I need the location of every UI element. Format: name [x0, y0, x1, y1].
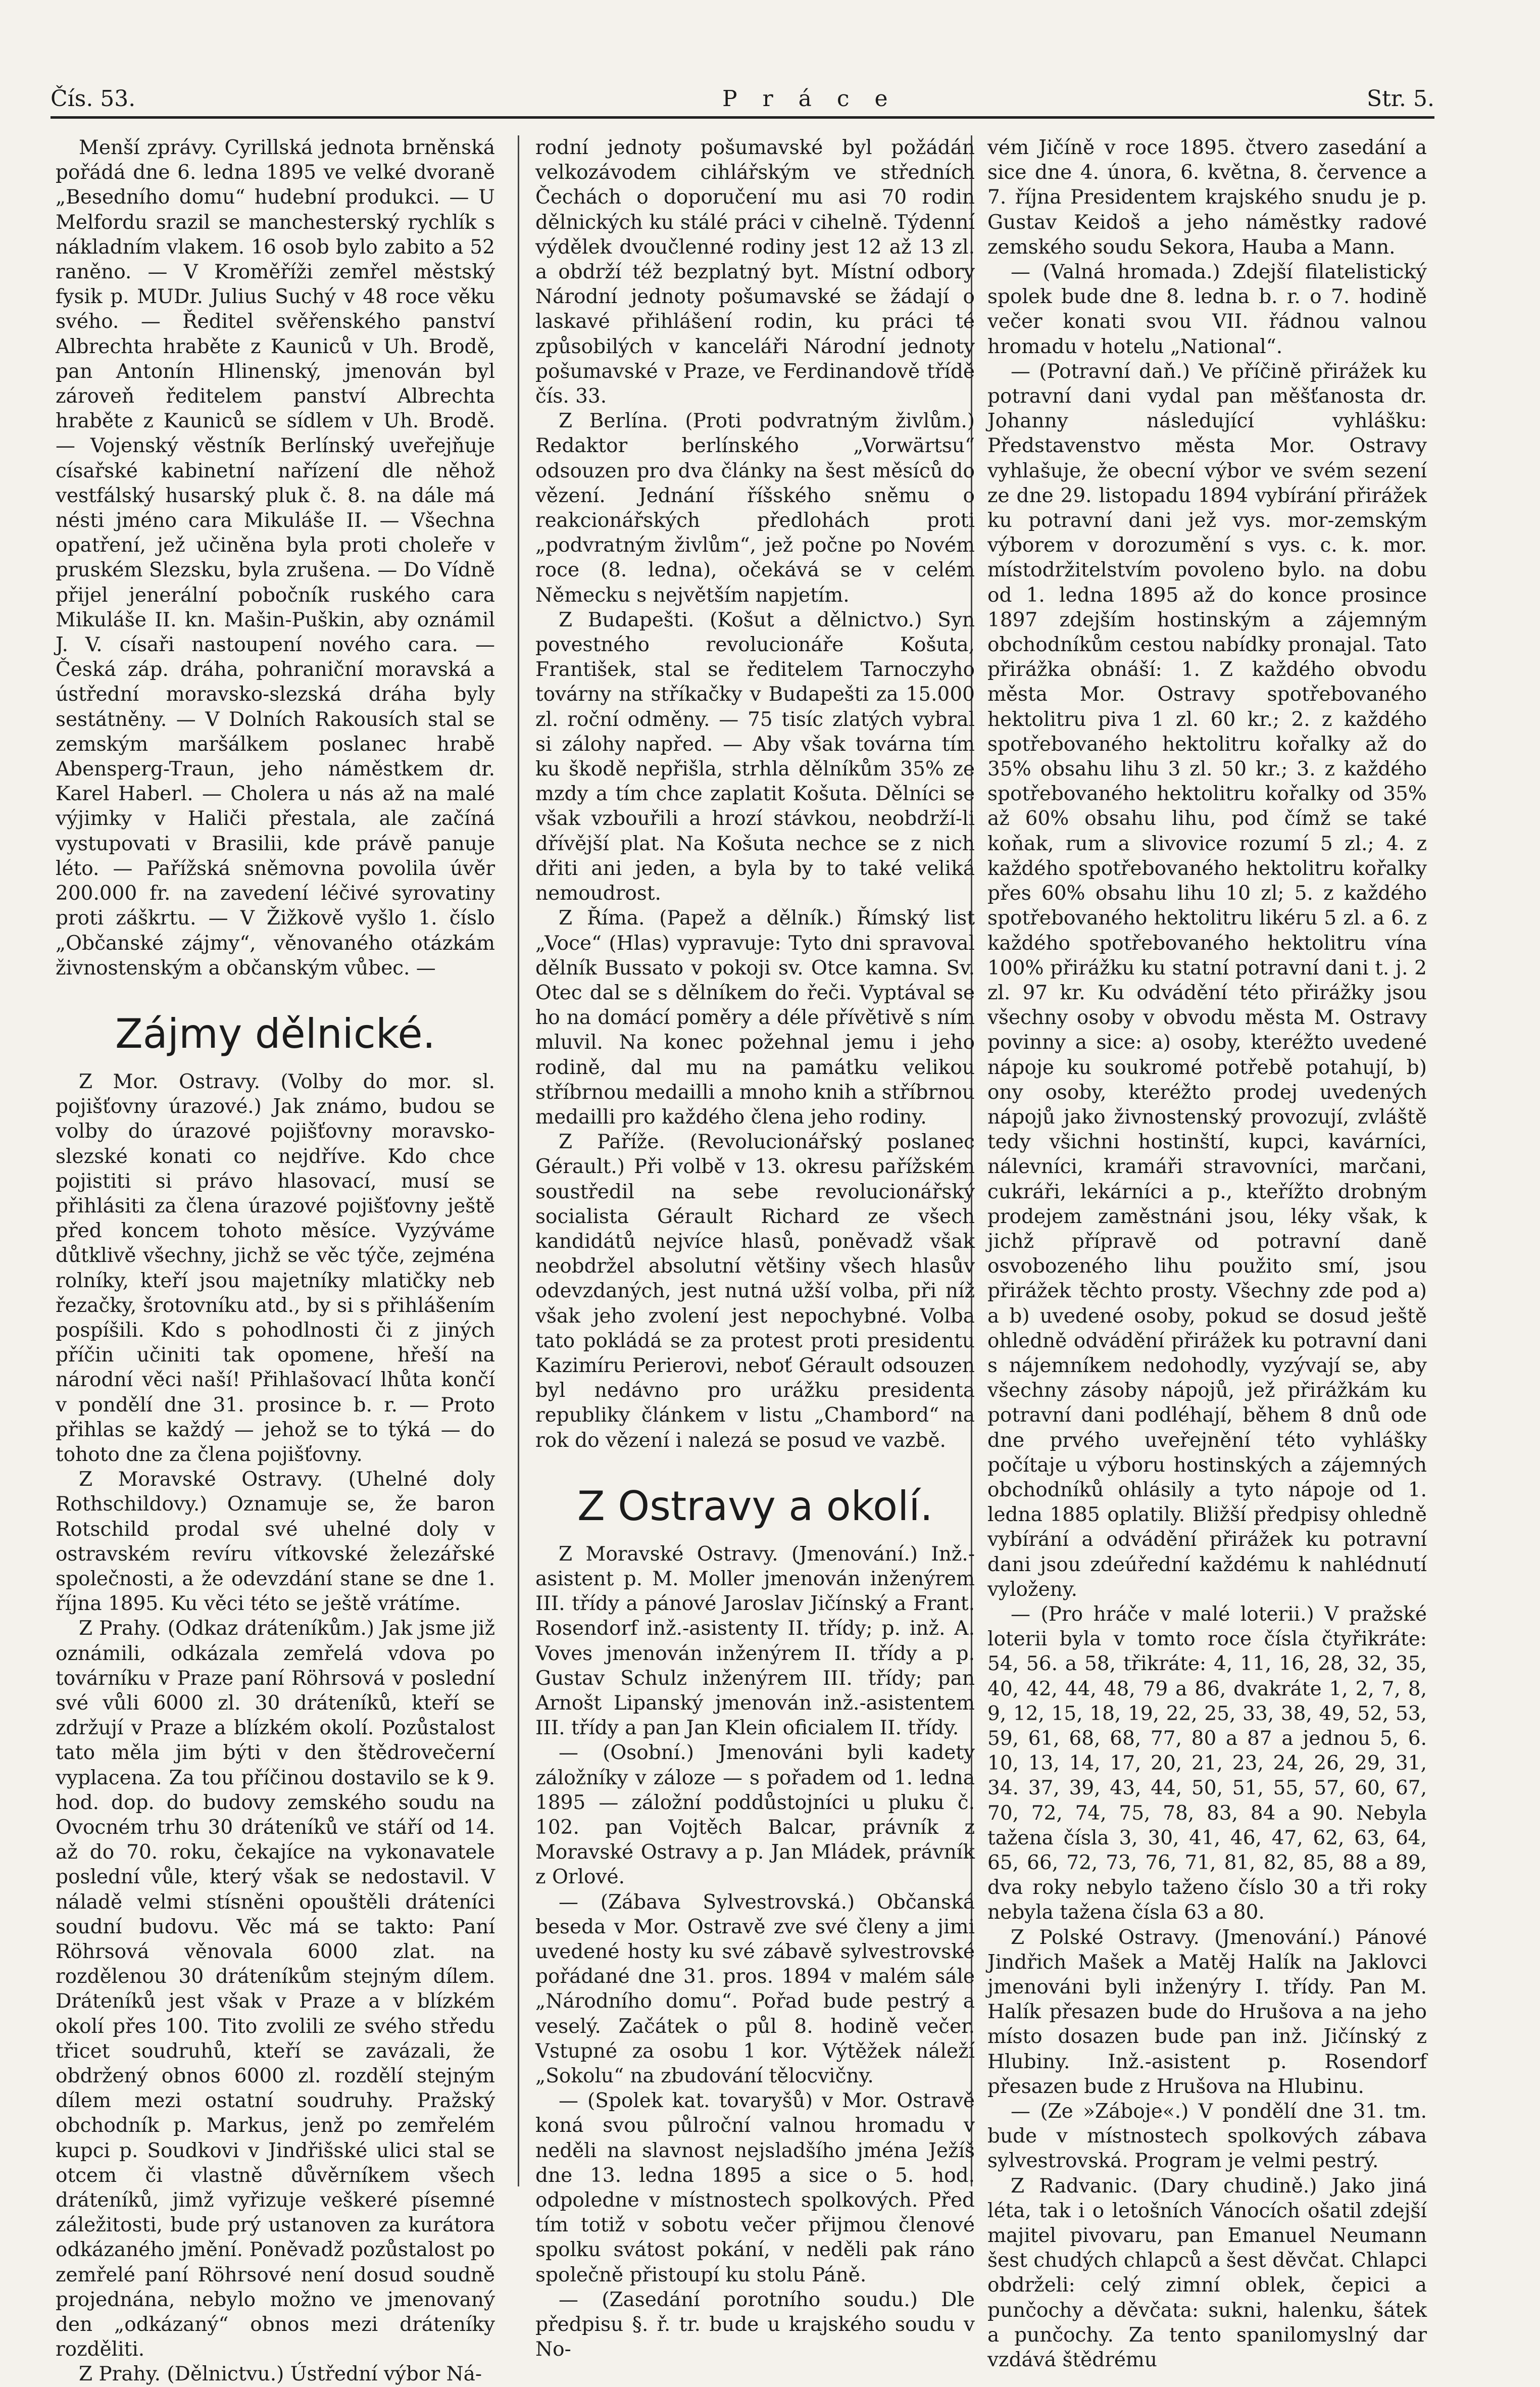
- article-paragraph: rodní jednoty pošumavské byl požádán velkozávodem cihlářským ve středních Čechách o doporučení mu asi 70 rodin dělnických ku stálé práci v cihelně. Týdenní výdělek dvoučlenné rodiny jest 12 až 13 zl. a obdrží též bezplatný byt. Místní odbory Národní jednoty pošumavské se žádají o laskavé přihlášení rodin, ku práci té způsobilých v kanceláři Národní jednoty pošumavské v Praze, ve Ferdinandově třídě čís. 33.: [535, 136, 975, 408]
- article-paragraph: Z Říma. (Papež a dělník.) Římský list „Voce“ (Hlas) vypravuje: Tyto dni spravoval dělník Bussato v pokoji sv. Otce kamna. Sv. Otec dal se s dělníkem do řeči. Vyptával se ho na domácí poměry a déle přívětivě s ním mluvil. Na konec požehnal jemu i jeho rodině, dal mu na památku velikou stříbrnou medailli a mnoho knih a stříbrnou medailli pro každého člena jeho rodiny.: [535, 907, 975, 1129]
- article-paragraph: Z Prahy. (Odkaz dráteníkům.) Jak jsme již oznámili, odkázala zemřelá vdova po továrníku v Praze paní Röhrsová v poslední své vůli 6000 zl. 30 dráteníků, kteří se zdržují v Praze a blízkém okolí. Pozůstalost tato měla jim býti v den štědrovečerní vyplacena. Za tou příčinou dostavilo se k 9. hod. dop. do budovy zemského soudu na Ovocném trhu 30 dráteníků ve stáří od 14. až do 70. roku, čekajíce na vykonavatele poslední vůle, který však se nedostavil. V náladě velmi stísněni opouštěli dráteníci soudní budovu. Věc má se takto: Paní Röhrsová věnovala 6000 zlat. na rozdělenou 30 dráteníkům stejným dílem. Dráteníků jest však v Praze a v blízkém okolí přes 100. Tito zvolili ze svého středu třicet soudruhů, kteří se zavázali, že obdržený obnos 6000 zl. rozdělí stejným dílem mezi ostatní soudruhy. Pražský obchodník p. Markus, jenž po zemřelém kupci p. Soudkovi v Jindřišské ulici stal se otcem či vlastně důvěrníkem všech dráteníků, jimž vyřizuje veškeré písemné záležitosti, bude prý ustanoven za kurátora odkázaného jmění. Poněvadž pozůstalost po zemřelé paní Röhrsové není dosud soudně projednána, nebylo možno ve jmenovaný den „odkázaný“ obnos mezi dráteníky rozděliti.: [56, 1617, 495, 2361]
- article-paragraph: Z Budapešti. (Košut a dělnictvo.) Syn povestného revolucionáře Košuta, František, stal se ředitelem Tarnoczyho továrny na stříkačky v Budapešti za 15.000 zl. roční odměny. — 75 tisíc zlatých vybral si zálohy napřed. — Aby však továrna tím ku škodě nepřišla, strhla dělníkům 35% ze mzdy a tím chce zaplatit Košuta. Dělníci se však vzbouřili a hrozí stávkou, neobdrží-li dřívější plat. Na Košuta nechce se z nich dřiti ani jeden, a byla by to také veliká nemoudrost.: [535, 608, 975, 905]
- article-paragraph: Z Moravské Ostravy. (Uhelné doly Rothschildovy.) Oznamuje se, že baron Rotschild prodal své uhelné doly v ostravském revíru vítkovské železářské společnosti, a že odevzdání stane se dne 1. října 1895. Ku věci této se ještě vrátíme.: [56, 1468, 495, 1616]
- article-paragraph: — (Ze »Záboje«.) V pondělí dne 31. tm. bude v místnostech spolkových zábava sylvestrovská. Program je velmi pestrý.: [987, 2100, 1427, 2173]
- article-paragraph: — (Potravní daň.) Ve příčině přirážek ku potravní dani vydal pan měšťanosta dr. Johanny následující vyhlášku: Představenstvo města Mor. Ostravy vyhlašuje, že obecní výbor ve svém sezení ze dne 29. listopadu 1894 vybírání přirážek ku potravní dani jež vys. mor-zemským výborem v dorozumění s vys. c. k. mor. místodržitelstvím povoleno bylo. na dobu od 1. ledna 1895 až do konce prosince 1897 zdejším hostinským a zájemným obchodníkům cestou nabídky pronajal. Tato přirážka obnáší: 1. Z každého obvodu města Mor. Ostravy spotřebovaného hektolitru piva 1 zl. 60 kr.; 2. z každého spotřebovaného hektolitru kořalky až do 35% obsahu lihu 3 zl. 50 kr.; 3. z každého spotřebovaného hektolitru kořalky od 35% až 60% obsahu lihu, pod čímž se také koňak, rum a slivovice rozumí 5 zl.; 4. z každého spotřebovaného hektolitru kořalky přes 60% obsahu lihu 10 zl; 5. z každého spotřebovaného hektolitru likéru 5 zl. a 6. z každého spotřebovaného hektolitru vína 100% přirážku ku statní potravní dani t. j. 2 zl. 97 kr. Ku odvádění této přirážky jsou všechny osoby v obvodu města M. Ostravy povinny a sice: a) osoby, kteréžto uvedené nápoje ku soukromé potřebě potahují, b) ony osoby, kteréžto prodej uvedených nápojů jako živnostenský provozují, zvláště tedy všichni hostinští, kupci, kavárníci, nálevníci, kramáři stravovníci, marčani, cukráři, lekárníci a p., kteřížto drobným prodejem zaměstnáni jsou, léky však, k jichž přípravě od potravní daně osvobozeného lihu použito smí, jsou přirážek těchto prosty. Všechny zde pod a) a b) uvedené osoby, pokud se dosud ještě ohledně odvádění přirážek ku potravní dani s nájemníkem nedohodly, vyzývají se, aby všechny zásoby nápojů, jež přirážkám ku potravní dani podléhají, během 8 dnů ode dne prvého uveřejnění této vyhlášky počítaje u výboru hostinských a zájemných obchodníků ohlásily a tyto nápoje od 1. ledna 1885 oplatily. Bližší předpisy ohledně vybírání a odvádění přirážek ku potravní dani jsou zdeúřední každému k nahlédnutí vyloženy.: [987, 360, 1427, 1601]
- article-paragraph: — (Osobní.) Jmenováni byli kadety záložníky v záloze — s pořadem od 1. ledna 1895 — záložní poddůstojníci u pluku č. 102. pan Vojtěch Balcar, právník z Moravské Ostravy a p. Jan Mládek, právník z Orlové.: [535, 1741, 975, 1889]
- article-paragraph: Z Berlína. (Proti podvratným živlům.) Redaktor berlínského „Vorwärtsu“ odsouzen pro dva články na šest měsíců do vězení. Jednání říšského sněmu o reakcionářských předlohách proti „podvratným živlům“, jež počne po Novém roce (8. ledna), očekává se v celém Německu s největším napjetím.: [535, 410, 975, 607]
- column-divider: [518, 135, 519, 2186]
- article-paragraph: Z Polské Ostravy. (Jmenování.) Pánové Jindřich Mašek a Matěj Halík na Jaklovci jmenováni byli inženýry I. třídy. Pan M. Halík přesazen bude do Hrušova a na jeho místo dosazen bude pan inž. Jičínský z Hlubiny. Inž.-asistent p. Rosendorf přesazen bude z Hrušova na Hlubinu.: [987, 1926, 1427, 2098]
- newspaper-title: P r á c e: [722, 86, 897, 112]
- article-paragraph: Z Mor. Ostravy. (Volby do mor. sl. pojišťovny úrazové.) Jak známo, budou se volby do úrazové pojišťovny moravsko-slezské konati co nejdříve. Kdo chce pojistiti si právo hlasovací, musí se přihlásiti za člena úrazové pojišťovny ještě před koncem tohoto měsíce. Vyzýváme důtklivě všechny, jichž se věc týče, zejména rolníky, kteří jsou majetníky mlatičky neb řezačky, šrotovníku atd., by si s přihlášením pospíšili. Kdo s pohodlnosti či z jiných příčin učiniti tak opomene, hřeší na národní věci naší! Přihlašovací lhůta končí v pondělí dne 31. prosince b. r. — Proto přihlas se každý — jehož se to týká — do tohoto dne za člena pojišťovny.: [56, 1070, 495, 1466]
- article-paragraph: — (Valná hromada.) Zdejší filatelistický spolek bude dne 8. ledna b. r. o 7. hodině večer konati svou VII. řádnou valnou hromadu v hotelu „National“.: [987, 261, 1427, 358]
- section-heading: Z Ostravy a okolí.: [577, 1482, 933, 1530]
- column-1: [56, 135, 495, 2387]
- article-paragraph: — (Zasedání porotního soudu.) Dle předpisu §. ř. tr. bude u krajského soudu v No-: [535, 2288, 975, 2361]
- section-heading: Zájmy dělnické.: [115, 1010, 436, 1057]
- article-paragraph: Z Prahy. (Dělnictvu.) Ústřední výbor Ná-: [79, 2363, 482, 2386]
- article-paragraph: Menší zprávy. Cyrillská jednota brněnská pořádá dne 6. ledna 1895 ve velké dvoraně „Besedního domu“ hudební produkci. — U Melfordu srazil se manchesterský rychlík s nákladním vlakem. 16 osob bylo zabito a 52 raněno. — V Kroměříži zemřel městský fysik p. MUDr. Julius Suchý v 48 roce věku svého. — Ředitel svěřenského panství Albrechta hraběte z Kauniců v Uh. Brodě, pan Antonín Hlinenský, jmenován byl zároveň ředitelem panství Albrechta hraběte z Kauniců se sídlem v Uh. Brodě. — Vojenský věstník Berlínský uveřejňuje císařské kabinetní nařízení dle něhož vestfálský husarský pluk č. 8. na dále má nésti jméno cara Mikuláše II. — Všechna opatření, jež učiněna byla proti choleře v pruském Slezsku, byla zrušena. — Do Vídně přijel jenerální pobočník ruského cara Mikuláše II. kn. Mašin-Puškin, aby oznámil J. V. císaři nastoupení nového cara. — Česká záp. dráha, pohraniční moravská a ústřední moravsko-slezská dráha byly sestátněny. — V Dolních Rakousích stal se zemským maršálkem poslanec hrabě Abensperg-Traun, jeho náměstkem dr. Karel Haberl. — Cholera u nás až na malé výjimky v Haliči přestala, ale začíná vystupovati v Brasilii, kde právě panuje léto. — Pařížská sněmovna povolila úvěr 200.000 fr. na zavedení léčivé syrovatiny proti záškrtu. — V Žižkově vyšlo 1. číslo „Občanské zájmy“, věnovaného otázkám živnostenským a občanským vůbec. —: [56, 136, 495, 980]
- article-paragraph: Z Radvanic. (Dary chudině.) Jako jiná léta, tak i o letošních Vánocích ošatil zdejší majitel pivovaru, pan Emanuel Neumann šest chudých chlapců a šest děvčat. Chlapci obdrželi: celý zimní oblek, čepici a punčochy a děvčata: sukni, halenku, šátek a punčochy. Za tento spanilomyslný dar vzdává štědrému: [987, 2174, 1427, 2372]
- issue-number: Čís. 53.: [51, 86, 136, 112]
- article-paragraph: vém Jičíně v roce 1895. čtvero zasedání a sice dne 4. února, 6. května, 8. července a 7. října Presidentem krajského snudu je p. Gustav Keidoš a jeho náměstky radové zemského soudu Sekora, Hauba a Mann.: [987, 136, 1427, 259]
- column-3: [987, 135, 1427, 2372]
- article-paragraph: Z Moravské Ostravy. (Jmenování.) Inž.-asistent p. M. Moller jmenován inženýrem III. třídy a pánové Jaroslav Jičínský a Frant. Rosendorf inž.-asistenty II. třídy; p. inž. A. Voves jmenován inženýrem II. třídy a p. Gustav Schulz inženýrem III. třídy; pan Arnošt Lipanský jmenován inž.-asistentem III. třídy a pan Jan Klein oficialem II. třídy.: [535, 1542, 975, 1740]
- article-paragraph: — (Spolek kat. tovaryšů) v Mor. Ostravě koná svou půlroční valnou hromadu v neděli na slavnost nejsladšího jména Ježíš dne 13. ledna 1895 a sice o 5. hod. odpoledne v místnostech spolkových. Před tím totiž v sobotu večer přijmou členové spolku svátost pokání, v neděli pak ráno společně přistoupí ku stolu Páně.: [535, 2089, 975, 2286]
- article-paragraph: — (Zábava Sylvestrovská.) Občanská beseda v Mor. Ostravě zve své členy a jimi uvedené hosty ku své zábavě sylvestrovské pořádané dne 31. pros. 1894 v malém sále „Národního domu“. Pořad bude pestrý a veselý. Začátek o půl 8. hodině večer. Vstupné za osobu 1 kor. Výtěžek náleží „Sokolu“ na zbudování tělocvičny.: [535, 1890, 975, 2088]
- article-paragraph: Z Paříže. (Revolucionářský poslanec Gérault.) Při volbě v 13. okresu pařížském soustředil na sebe revolucionářský socialista Gérault Richard ze všech kandidátů nejvíce hlasů, poněvadž však neobdržel absolutní většiny všech hlasův odevzdaných, jest nutná užší volba, při níž však jeho zvolení jest nepochybné. Volba tato pokládá se za protest proti presidentu Kazimíru Perierovi, neboť Gérault odsouzen byl nedávno pro urážku presidenta republiky článkem v listu „Chambord“ na rok do vězení i nalezá se posud ve vazbě.: [535, 1131, 975, 1452]
- page-header: [51, 81, 1434, 119]
- page-number: Str. 5.: [1367, 86, 1434, 112]
- column-2: [535, 135, 975, 2362]
- article-paragraph: — (Pro hráče v malé loterii.) V pražské loterii byla v tomto roce čísla čtyřikráte: 54, 56. a 58, třikráte: 4, 11, 16, 28, 32, 35, 40, 42, 44, 48, 79 a 86, dvakráte 1, 2, 7, 8, 9, 12, 15, 18, 19, 22, 25, 33, 38, 49, 52, 53, 59, 61, 68, 68, 77, 80 a 87 a jednou 5, 6. 10, 13, 14, 17, 20, 21, 23, 24, 26, 29, 31, 34. 37, 39, 43, 44, 50, 51, 55, 57, 60, 67, 70, 72, 74, 75, 78, 83, 84 a 90. Nebyla tažena čísla 3, 30, 41, 46, 47, 62, 63, 64, 65, 66, 72, 73, 76, 71, 81, 82, 85, 88 a 89, dva roky nebylo taženo číslo 30 a tři roky nebyla tažena čísla 63 a 80.: [987, 1602, 1427, 1924]
